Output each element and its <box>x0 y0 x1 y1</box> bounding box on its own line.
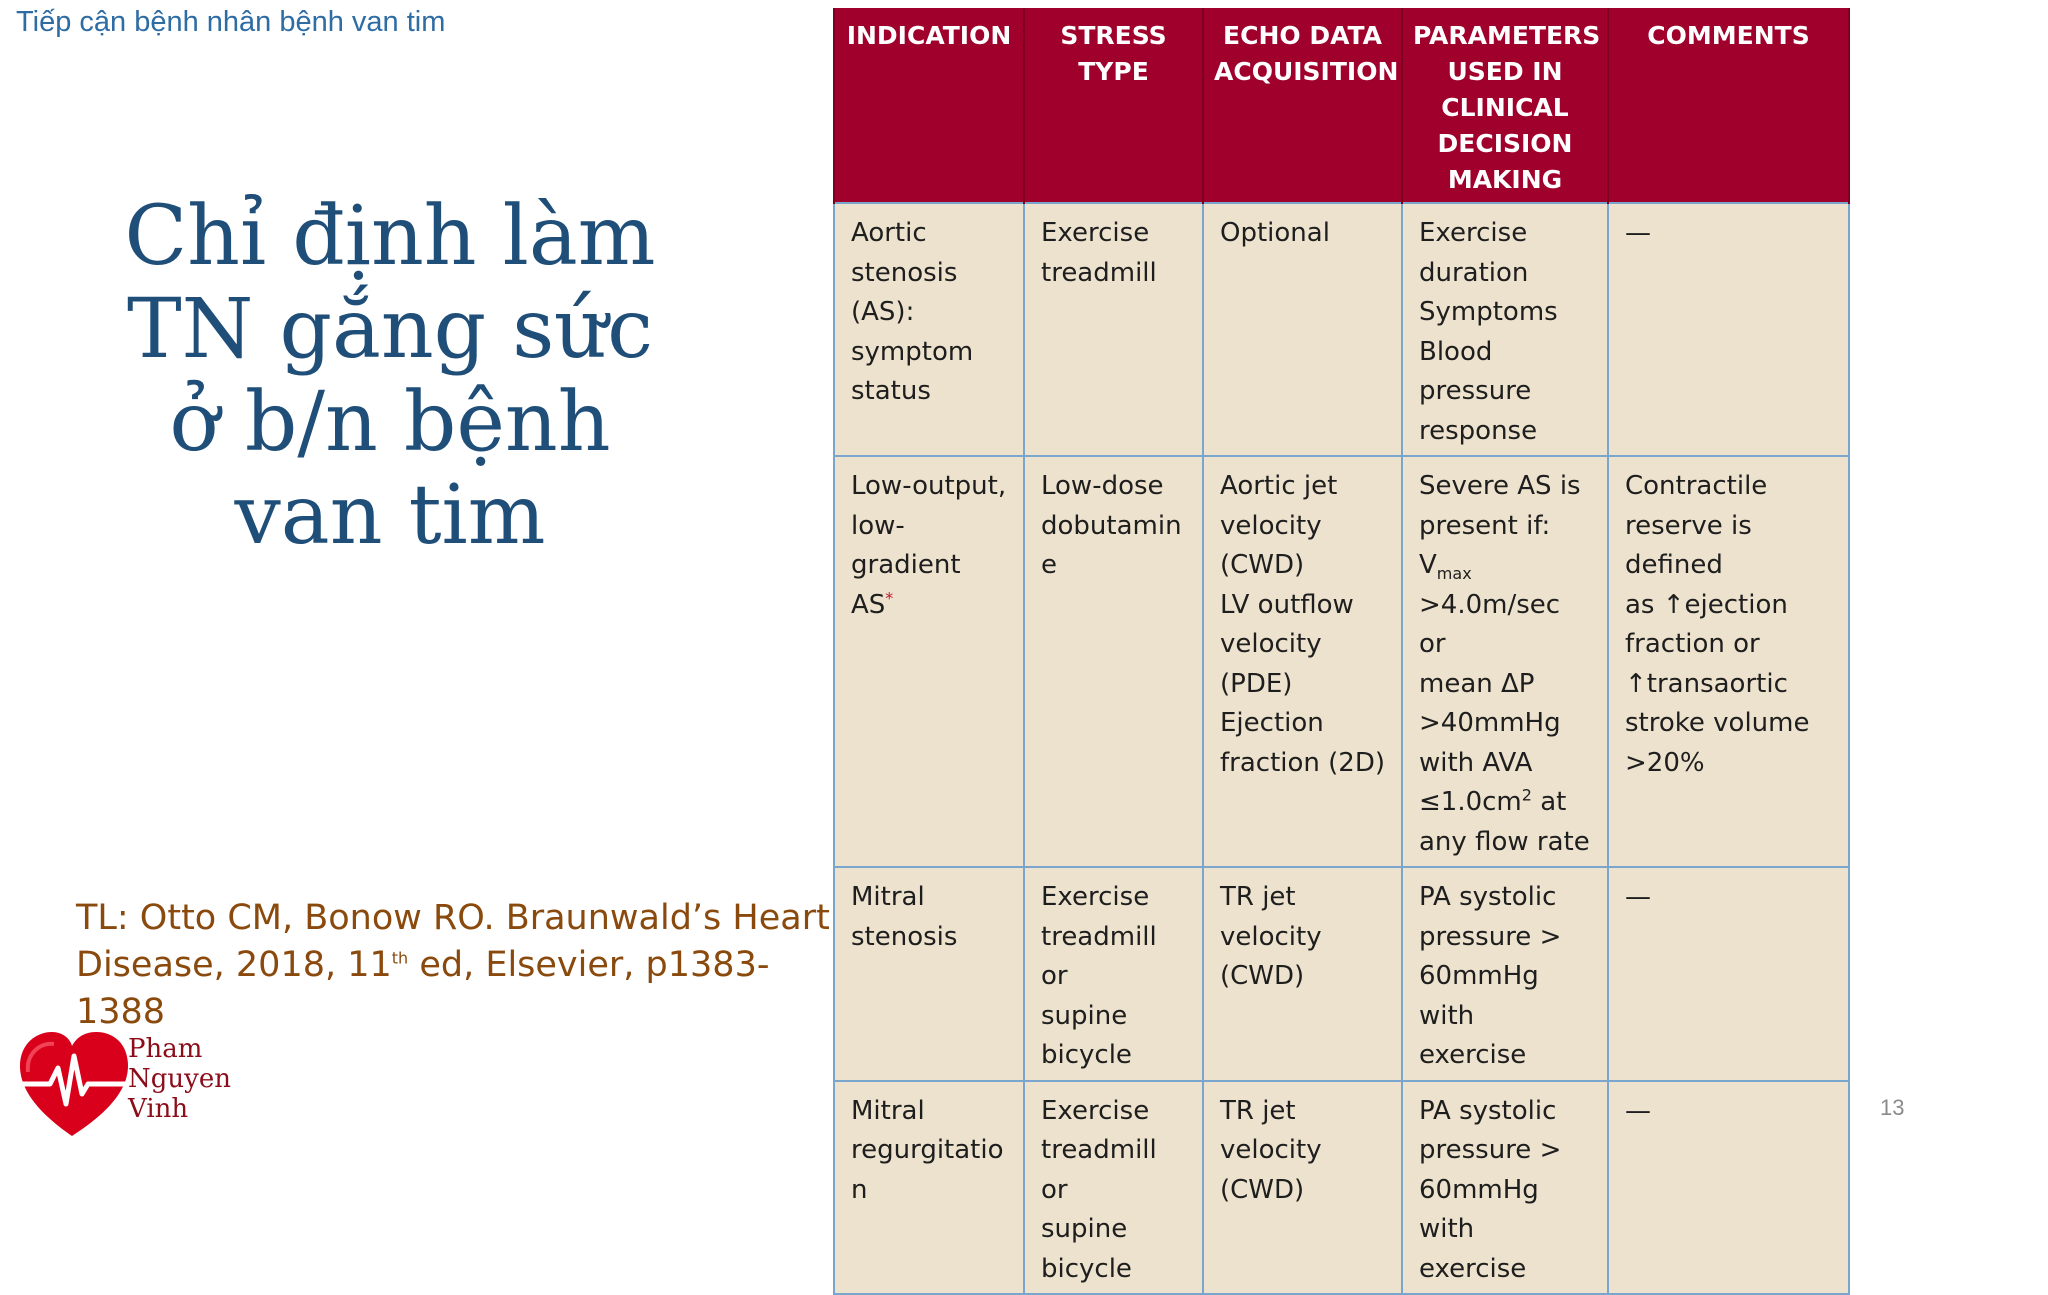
cell-line: 60mmHg with <box>1419 961 1539 1031</box>
cell-line: treadmill or <box>1041 921 1157 991</box>
cell-echo-data <box>1203 456 1402 867</box>
cell-line: with AVA <box>1419 747 1533 778</box>
cell-line: supine <box>1041 1000 1128 1031</box>
slide-title <box>80 190 700 562</box>
cell-text: at <box>1531 787 1567 817</box>
cell-line: exercise <box>1419 1253 1527 1284</box>
logo-line: Pham <box>128 1034 203 1064</box>
header-indication <box>834 8 1024 203</box>
reference-line: TL: Otto CM, Bonow RO. Braunwald’s Heart <box>76 898 830 938</box>
cell-line: present if: <box>1419 510 1551 541</box>
cell-line: fraction or <box>1625 629 1760 659</box>
cell-line: ↑transaortic <box>1625 668 1788 699</box>
cell-indication <box>834 1081 1024 1295</box>
cell-line: stroke volume <box>1625 708 1810 738</box>
cell-line: pressure <box>1419 376 1532 406</box>
cell-line: Contractile <box>1625 471 1768 501</box>
cell-line: Blood <box>1419 336 1493 367</box>
cell-line: bicycle <box>1041 1253 1132 1284</box>
cell-line: (CWD) <box>1220 1174 1305 1205</box>
cell-line: fraction (2D) <box>1220 747 1385 778</box>
cell-comments <box>1608 203 1849 456</box>
cell-line: (CWD) <box>1220 961 1305 991</box>
cell-line: velocity <box>1220 1135 1322 1165</box>
cell-line: as ↑ejection <box>1625 589 1788 620</box>
cell-line: low-gradient <box>851 510 961 580</box>
cell-line: TR jet <box>1220 1095 1296 1126</box>
cell-line: reserve is defined <box>1625 510 1752 580</box>
cell-line: Low-dose <box>1041 471 1164 501</box>
cell-line: Exercise <box>1419 218 1528 248</box>
stress-echo-indications-table <box>833 8 1850 1295</box>
cell-line: Severe AS is <box>1419 471 1581 501</box>
cell-parameters <box>1402 456 1608 867</box>
cell-comments <box>1608 867 1849 1081</box>
cell-line: supine <box>1041 1214 1128 1244</box>
logo-text <box>128 1034 231 1124</box>
reference-superscript: th <box>391 948 409 968</box>
cell-parameters <box>1402 1081 1608 1295</box>
title-line: ở b/n bệnh <box>169 375 611 470</box>
cell-line <box>1419 546 1593 586</box>
cell-text: V <box>1419 550 1437 580</box>
header-comments <box>1608 8 1849 203</box>
title-line: van tim <box>234 468 546 563</box>
cell-comments <box>1608 1081 1849 1295</box>
cell-line: Mitral <box>851 1095 925 1126</box>
cell-line: Ejection <box>1220 708 1324 738</box>
cell-line: (CWD) <box>1220 550 1305 580</box>
cell-line: symptom <box>851 336 974 367</box>
cell-line: mean ΔP <box>1419 668 1535 699</box>
table-row <box>834 1081 1849 1295</box>
cell-line: (AS): <box>851 297 915 327</box>
footnote-star: * <box>885 587 894 607</box>
cell-line <box>851 586 1009 626</box>
cell-line: response <box>1419 415 1538 446</box>
cell-line: TR jet <box>1220 882 1296 912</box>
cell-line: Aortic <box>851 218 927 248</box>
cell-stress-type <box>1024 1081 1203 1295</box>
header-line: STRESS <box>1060 21 1167 50</box>
header-line: TYPE <box>1078 57 1149 86</box>
cell-line <box>1419 783 1593 823</box>
cell-line: Aortic jet <box>1220 471 1338 501</box>
cell-line: Optional <box>1220 218 1330 248</box>
cell-line: >40mmHg <box>1419 708 1561 738</box>
cell-echo-data <box>1203 867 1402 1081</box>
cell-subscript: max <box>1436 564 1472 584</box>
header-line: MAKING <box>1447 165 1563 194</box>
cell-line: — <box>1625 882 1651 912</box>
cell-line: dobutamine <box>1041 510 1182 580</box>
header-parameters <box>1402 8 1608 203</box>
header-line: CLINICAL <box>1441 93 1569 122</box>
table-header-row <box>834 8 1849 203</box>
reference-text: ed, Elsevier, p1383-1388 <box>76 945 770 1032</box>
cell-line: duration <box>1419 257 1529 288</box>
cell-line: 60mmHg with <box>1419 1174 1539 1244</box>
cell-text: ≤1.0cm <box>1419 787 1522 817</box>
cell-line: Low-output, <box>851 471 1007 501</box>
cell-echo-data <box>1203 1081 1402 1295</box>
cell-line: velocity (PDE) <box>1220 629 1322 699</box>
cell-line: exercise <box>1419 1040 1527 1070</box>
cell-line: Symptoms <box>1419 297 1558 327</box>
header-stress-type <box>1024 8 1203 203</box>
cell-superscript: 2 <box>1521 785 1532 805</box>
header-line: USED IN <box>1447 57 1563 86</box>
header-line: INDICATION <box>846 21 1012 50</box>
title-line: TN gắng sức <box>126 282 654 377</box>
header-line: PARAMETERS <box>1413 21 1601 50</box>
cell-line: Exercise <box>1041 218 1150 248</box>
cell-line: bicycle <box>1041 1040 1132 1070</box>
cell-stress-type <box>1024 456 1203 867</box>
reference-line <box>76 942 836 1036</box>
cell-line: treadmill <box>1041 257 1157 288</box>
header-line: COMMENTS <box>1647 21 1810 50</box>
cell-line: pressure > <box>1419 1135 1562 1165</box>
header-line: ACQUISITION <box>1214 57 1399 86</box>
header-line: DECISION <box>1437 129 1573 158</box>
cell-line: LV outflow <box>1220 589 1354 620</box>
cell-line: — <box>1625 1095 1651 1126</box>
cell-line: Exercise <box>1041 882 1150 912</box>
presentation-header: Tiếp cận bệnh nhân bệnh van tim <box>16 6 446 38</box>
page-number: 13 <box>1880 1095 1905 1120</box>
cell-line: status <box>851 376 931 406</box>
cell-parameters <box>1402 867 1608 1081</box>
cell-line: >4.0m/sec or <box>1419 589 1561 659</box>
cell-line: Exercise <box>1041 1095 1150 1126</box>
title-line: Chỉ định làm <box>124 189 656 284</box>
table-row <box>834 456 1849 867</box>
cell-line: regurgitation <box>851 1135 1004 1205</box>
cell-indication <box>834 867 1024 1081</box>
cell-line: stenosis <box>851 257 958 288</box>
cell-line: stenosis <box>851 921 958 952</box>
table-row <box>834 867 1849 1081</box>
cell-line: pressure > <box>1419 921 1562 952</box>
cell-comments <box>1608 456 1849 867</box>
cell-stress-type <box>1024 867 1203 1081</box>
cell-line: velocity <box>1220 921 1322 952</box>
cell-line: PA systolic <box>1419 882 1557 912</box>
header-line: ECHO DATA <box>1223 21 1382 50</box>
cell-echo-data <box>1203 203 1402 456</box>
reference-text: Disease, 2018, 11 <box>76 945 392 985</box>
logo-line: Vinh <box>128 1094 189 1124</box>
cell-text: AS <box>851 589 886 620</box>
reference-citation <box>76 895 836 1036</box>
cell-line: velocity <box>1220 510 1322 541</box>
cell-line: any flow rate <box>1419 826 1590 857</box>
cell-line: Mitral <box>851 882 925 912</box>
cell-indication <box>834 203 1024 456</box>
cell-line: >20% <box>1625 747 1705 778</box>
cell-line: treadmill or <box>1041 1135 1157 1205</box>
table-row <box>834 203 1849 456</box>
logo-line: Nguyen <box>128 1064 231 1094</box>
cell-stress-type <box>1024 203 1203 456</box>
cell-parameters <box>1402 203 1608 456</box>
cell-line: — <box>1625 218 1651 248</box>
cell-line: PA systolic <box>1419 1095 1557 1126</box>
header-echo-data <box>1203 8 1402 203</box>
cell-indication <box>834 456 1024 867</box>
